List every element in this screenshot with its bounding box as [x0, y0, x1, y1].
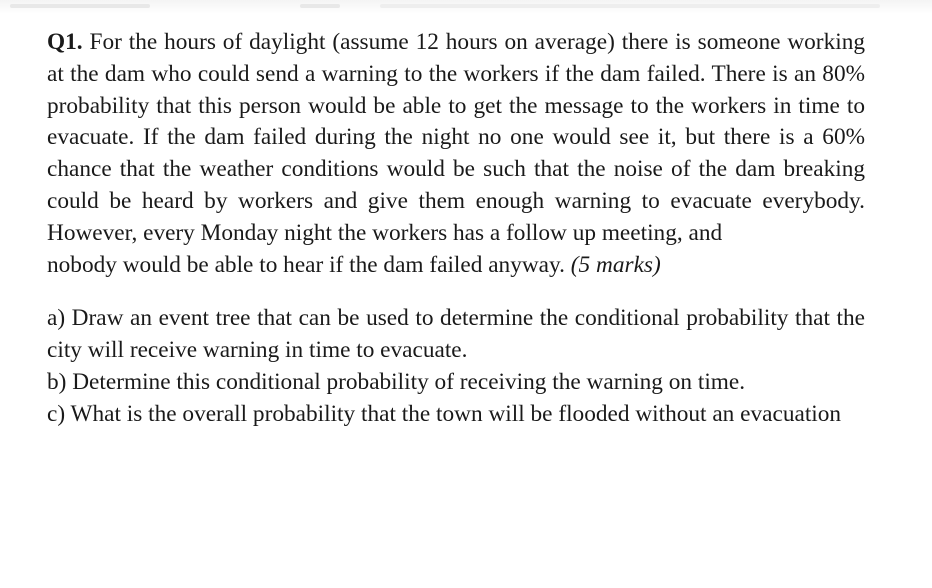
scan-artifact [380, 4, 880, 8]
question-line: someone working at the dam who could send a warning to the workers if [47, 29, 865, 87]
question-line: during the night no one would see it, but there is a 60% chance that the [47, 124, 866, 183]
question-line: to get the message to the workers in time to evacuate. If the dam failed [47, 92, 866, 151]
part-c-line: c) What is the overall probability that the town will be flooded without an [47, 400, 735, 427]
part-a [47, 303, 865, 367]
part-c-line: evacuation [740, 400, 842, 427]
scan-top-edge [0, 0, 932, 14]
marks-label: (5 marks) [570, 251, 661, 278]
question-parts [47, 303, 865, 430]
question-number: Q1. [47, 29, 83, 55]
document-body [47, 27, 865, 431]
part-c [47, 399, 865, 431]
question-line: the dam failed. There is an 80% probability that this person would be able [47, 60, 865, 119]
scan-artifact [300, 4, 340, 8]
part-b [47, 367, 865, 399]
part-b-line: b) Determine this conditional probability of receiving the warning on time. [47, 368, 746, 395]
question-line: be heard by workers and give them enough warning to evacuate everybody. [109, 187, 865, 214]
question-line: nobody would be able to hear if the dam failed anyway. [47, 251, 565, 278]
question-line: weather conditions would be such that the noise of the dam breaking could [47, 156, 865, 214]
question-last-line [47, 250, 865, 282]
part-a-line: probability that the city will receive warning in time to evacuate. [47, 305, 865, 364]
question-paragraph [47, 27, 865, 281]
question-line: For the hours of daylight (assume 12 hours on average) there is [89, 29, 691, 55]
part-a-line: a) Draw an event tree that can be used to determine the conditional [47, 305, 680, 332]
scan-artifact [10, 4, 150, 8]
question-line: However, every Monday night the workers has a follow up meeting, and [47, 219, 723, 246]
